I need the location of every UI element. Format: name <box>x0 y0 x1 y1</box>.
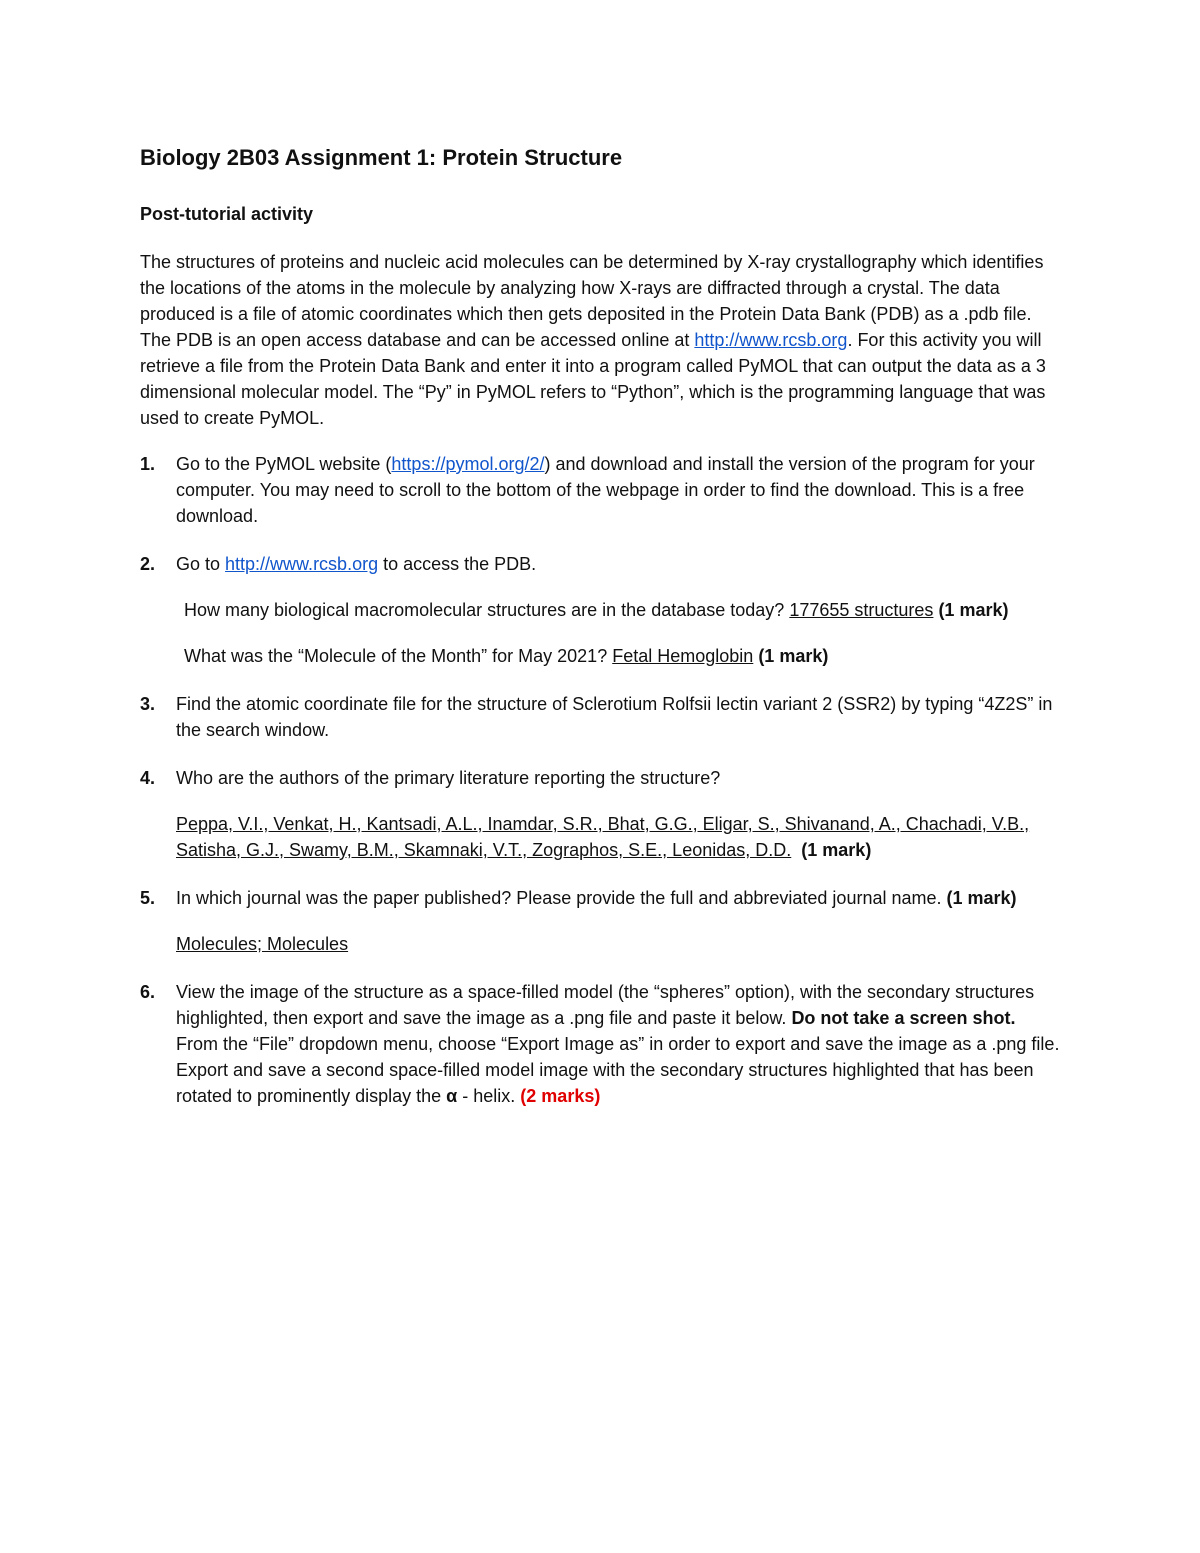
item-number: 5. <box>140 888 156 908</box>
item-text: ) and download and install the version of the program for your computer. You may need to scroll to the bottom of the webpage in order to find the download. This is a free download. <box>176 454 1035 526</box>
item-text: Go to the PyMOL website ( <box>176 454 392 474</box>
question-text: What was the “Molecule of the Month” for May 2021? <box>184 646 608 666</box>
authors-answer <box>176 811 1060 863</box>
item-text: In which journal was the paper published? Please provide the full and abbreviated journal name. <box>176 888 942 908</box>
rcsb-link[interactable]: http://www.rcsb.org <box>225 554 379 574</box>
item-number: 6. <box>140 982 156 1002</box>
task-item-6 <box>140 979 1060 1109</box>
question-molecule-of-month <box>184 643 1060 669</box>
item-number: 1. <box>140 454 156 474</box>
item-text: Find the atomic coordinate file for the structure of Sclerotium Rolfsii lectin variant 2 (SSR2) by typing “4Z2S” in the search window. <box>176 694 1053 740</box>
task-item-2 <box>140 551 1060 669</box>
alpha-symbol: α <box>446 1086 458 1106</box>
item-number: 2. <box>140 554 156 574</box>
mark-label: (1 mark) <box>938 600 1009 620</box>
question-text: How many biological macromolecular structures are in the database today? <box>184 600 785 620</box>
task-item-5 <box>140 885 1060 957</box>
item-text: View the image of the structure as a space-filled model (the “spheres” option), with the secondary structures highlighted, then export and save the image as a .png file and paste it below. <box>176 982 1035 1028</box>
item-text: From the “File” dropdown menu, choose “Export Image as” in order to export and save the image as a .png file. Export and save a second space-filled model image with the secondary structures highlighted that has been rotated to prominently display the <box>176 1034 1060 1106</box>
section-heading: Post-tutorial activity <box>140 204 314 224</box>
intro-text-2: . For this activity you will retrieve a file from the Protein Data Bank and enter it into a program called PyMOL that can output the data as a 3 dimensional molecular model. The “Py” in PyMOL refers to “Python”, which is the programming language that was used to create PyMOL. <box>140 330 1046 428</box>
answer-text: 177655 structures <box>789 600 934 620</box>
item-number: 4. <box>140 768 156 788</box>
document-title: Biology 2B03 Assignment 1: Protein Structure <box>140 145 623 170</box>
task-item-3 <box>140 691 1060 743</box>
intro-paragraph <box>140 249 1060 431</box>
intro-text-1: The structures of proteins and nucleic acid molecules can be determined by X-ray crystallography which identifies the locations of the atoms in the molecule by analyzing how X-rays are diffracted through a crystal. The data produced is a file of atomic coordinates which then gets deposited in the Protein Data Bank (PDB) as a .pdb file. The PDB is an open access database and can be accessed online at <box>140 252 1044 350</box>
mark-label: (2 marks) <box>520 1086 601 1106</box>
item-text: to access the PDB. <box>378 554 537 574</box>
item-number: 3. <box>140 694 156 714</box>
answer-text: Molecules; Molecules <box>176 934 349 954</box>
task-item-1 <box>140 451 1060 529</box>
journal-answer <box>176 931 1060 957</box>
answer-text: Peppa, V.I., Venkat, H., Kantsadi, A.L., Inamdar, S.R., Bhat, G.G., Eligar, S., Shivanand, A., Chachadi, V.B., Satisha, G.J., Swamy, B.M., Skamnaki, V.T., Zographos, S.E., Leonidas, D.D. <box>176 814 1030 860</box>
item-text: Who are the authors of the primary literature reporting the structure? <box>176 768 721 788</box>
item-text: Go to <box>176 554 226 574</box>
mark-label: (1 mark) <box>758 646 829 666</box>
question-structures-count <box>184 597 1060 623</box>
pymol-link[interactable]: https://pymol.org/2/ <box>391 454 545 474</box>
warning-text: Do not take a screen shot. <box>791 1008 1016 1028</box>
mark-label: (1 mark) <box>946 888 1017 908</box>
task-item-4 <box>140 765 1060 863</box>
answer-text: Fetal Hemoglobin <box>612 646 754 666</box>
rcsb-link[interactable]: http://www.rcsb.org <box>694 330 848 350</box>
mark-label: (1 mark) <box>801 840 872 860</box>
item-text: - helix. <box>462 1086 516 1106</box>
task-list <box>140 451 1060 1109</box>
